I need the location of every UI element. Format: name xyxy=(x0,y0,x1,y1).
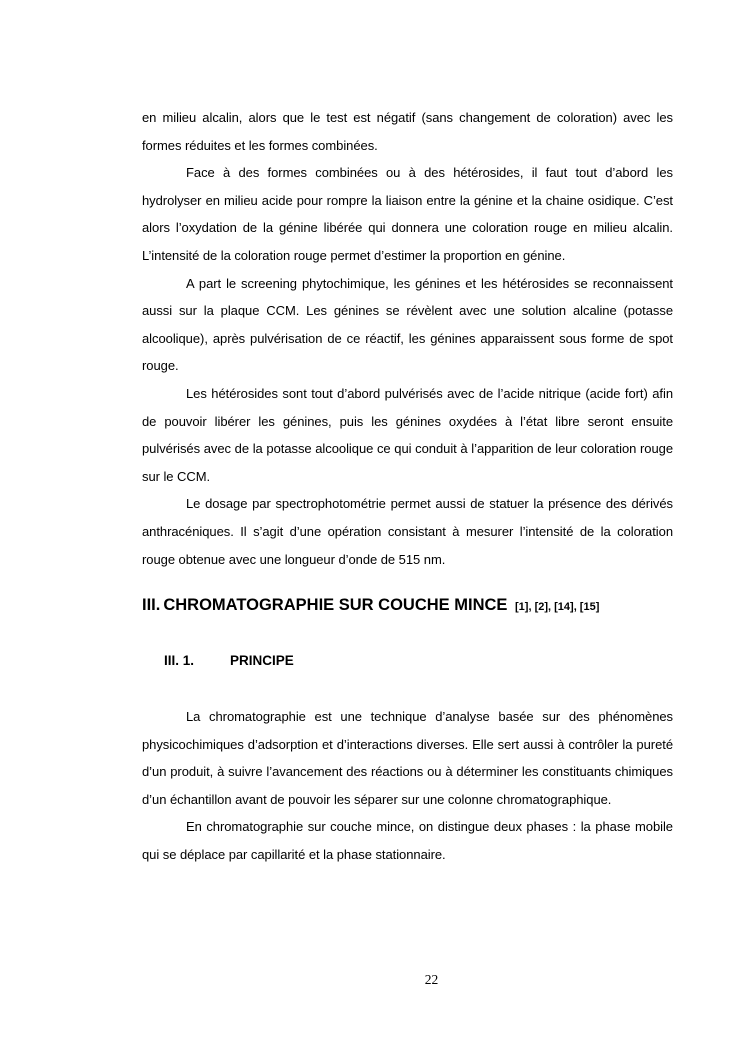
page-number: 22 xyxy=(424,972,439,987)
subsection-title-text: PRINCIPE xyxy=(230,653,294,669)
paragraph-heterosides: Les hétérosides sont tout d’abord pulvérisés avec de l’acide nitrique (acide fort) afin de pouvoir libérer les génines, puis les génines oxydées à l’état libre seront ensuite pulvérisés avec de la potasse alcoolique ce qui conduit à l’apparition de leur coloration rouge sur le CCM. xyxy=(142,385,673,484)
paragraph-chromatography-definition: La chromatographie est une technique d’analyse basée sur des phénomènes physicochimiques d’adsorption et d’interactions diverses. Elle sert aussi à contrôler la pureté d’un produit, à suivre l’avancement des réactions ou à déterminer les constituants chimiques d’un échantillon avant de pouvoir les séparer sur une colonne chromatographique. xyxy=(142,709,673,807)
paragraph-hydrolysis: Face à des formes combinées ou à des hétérosides, il faut tout d’abord les hydrolyser en milieu acide pour rompre la liaison entre la génine et la chaine osidique. C’est alors l’oxydation de la génine libérée qui donnera une coloration rouge en milieu alcalin. L’intensité de la coloration rouge permet d’estimer la proportion en génine. xyxy=(142,165,673,263)
page-content xyxy=(142,104,673,869)
section-references: [1], [2], [14], [15] xyxy=(515,601,600,614)
section-number: III. xyxy=(142,596,161,615)
section-heading xyxy=(142,593,673,619)
section-title-text: CHROMATOGRAPHIE SUR COUCHE MINCE xyxy=(163,596,508,615)
paragraph-two-phases: En chromatographie sur couche mince, on distingue deux phases : la phase mobile qui se déplace par capillarité et la phase stationnaire. xyxy=(142,819,673,863)
paragraph-ccm-genines: A part le screening phytochimique, les génines et les hétérosides se reconnaissent aussi sur la plaque CCM. Les génines se révèlent avec une solution alcaline (potasse alcoolique), après pulvérisation de ce réactif, les génines apparaissent sous forme de spot rouge. xyxy=(142,275,673,374)
subsection-number: III. 1. xyxy=(164,653,195,669)
subsection-heading xyxy=(164,651,673,671)
paragraph-alkaline-test: en milieu alcalin, alors que le test est négatif (sans changement de coloration) avec les formes réduites et les formes combinées. xyxy=(142,110,673,153)
paragraph-spectrophotometry: Le dosage par spectrophotométrie permet aussi de statuer la présence des dérivés anthracéniques. Il s’agit d’une opération consistant à mesurer l’intensité de la coloration rouge obtenue avec une longueur d’onde de 515 nm. xyxy=(142,496,673,567)
